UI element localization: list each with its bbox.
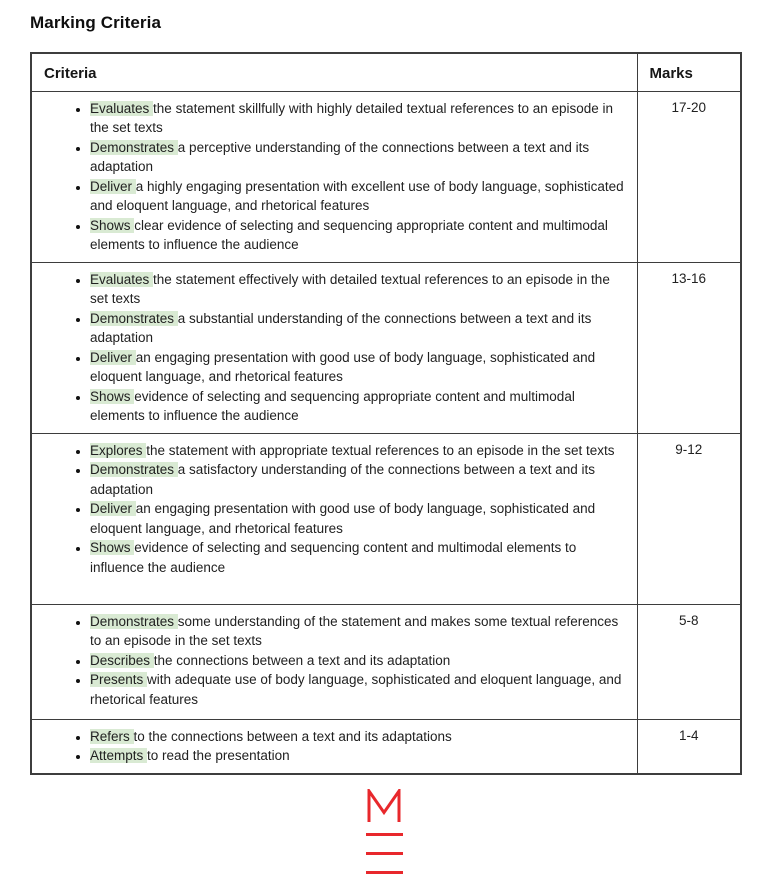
bullet-text: a satisfactory understanding of the connections between a text and its adaptation xyxy=(90,462,596,497)
bullet-text: the connections between a text and its adaptation xyxy=(153,652,451,668)
bullet-text: the statement with appropriate textual references to an episode in the set texts xyxy=(146,442,615,458)
highlighted-term: Refers xyxy=(90,728,134,744)
marks-cell: 9-12 xyxy=(637,433,741,604)
highlighted-term: Shows xyxy=(90,540,135,555)
brand-logo xyxy=(0,789,768,874)
criteria-bullet xyxy=(90,727,627,747)
criteria-cell xyxy=(31,91,637,262)
criteria-cell xyxy=(31,433,637,604)
marks-cell: 13-16 xyxy=(637,262,741,433)
bullet-text: to read the presentation xyxy=(147,748,290,763)
highlighted-term: Evaluates xyxy=(90,271,154,287)
table-row xyxy=(31,91,741,262)
criteria-bullet xyxy=(90,99,627,138)
bullet-text: evidence of selecting and sequencing content and multimodal elements to influence the audience xyxy=(90,540,577,575)
bullet-text: to the connections between a text and its adaptations xyxy=(133,728,452,744)
criteria-bullet xyxy=(90,387,627,426)
highlighted-term: Presents xyxy=(90,672,148,687)
highlighted-term: Evaluates xyxy=(90,100,154,116)
marks-column-header: Marks xyxy=(637,53,741,91)
bullet-text: with adequate use of body language, sophisticated and eloquent language, and rhetorical features xyxy=(90,672,622,707)
highlighted-term: Deliver xyxy=(90,178,136,194)
table-row xyxy=(31,433,741,604)
logo-line-icon xyxy=(366,833,403,836)
marks-cell: 17-20 xyxy=(637,91,741,262)
table-row xyxy=(31,262,741,433)
criteria-bullet-list xyxy=(32,441,627,578)
bullet-text: some understanding of the statement and makes some textual references to an episode in the set texts xyxy=(90,613,619,648)
criteria-bullet xyxy=(90,177,627,216)
criteria-bullet xyxy=(90,348,627,387)
highlighted-term: Shows xyxy=(90,388,135,404)
criteria-cell xyxy=(31,262,637,433)
criteria-bullet xyxy=(90,612,627,651)
highlighted-term: Deliver xyxy=(90,349,136,365)
highlighted-term: Attempts xyxy=(90,748,148,763)
table-row xyxy=(31,604,741,719)
logo-m-icon xyxy=(366,789,402,823)
highlighted-term: Deliver xyxy=(90,501,136,516)
criteria-bullet xyxy=(90,670,627,709)
highlighted-term: Explores xyxy=(90,442,147,458)
marks-cell: 1-4 xyxy=(637,719,741,774)
highlighted-term: Demonstrates xyxy=(90,613,178,629)
criteria-bullet xyxy=(90,441,627,461)
highlighted-term: Demonstrates xyxy=(90,139,178,155)
criteria-bullet xyxy=(90,538,627,577)
criteria-bullet-list xyxy=(32,99,627,255)
highlighted-term: Demonstrates xyxy=(90,462,178,477)
marks-cell: 5-8 xyxy=(637,604,741,719)
logo-line-icon xyxy=(366,852,403,855)
criteria-cell xyxy=(31,719,637,774)
bullet-text: evidence of selecting and sequencing appropriate content and multimodal elements to influence the audience xyxy=(90,388,575,423)
criteria-bullet-list xyxy=(32,270,627,426)
table-row xyxy=(31,719,741,774)
page-title: Marking Criteria xyxy=(30,13,162,32)
highlighted-term: Describes xyxy=(90,652,154,668)
highlighted-term: Demonstrates xyxy=(90,310,178,326)
bullet-text: the statement effectively with detailed textual references to an episode in the set texts xyxy=(90,271,610,306)
criteria-bullet xyxy=(90,460,627,499)
table-header-row xyxy=(31,53,741,91)
bullet-text: clear evidence of selecting and sequencing appropriate content and multimodal elements to influence the audience xyxy=(90,217,608,252)
logo-line-icon xyxy=(366,871,403,874)
criteria-bullet xyxy=(90,138,627,177)
marking-criteria-table xyxy=(30,52,742,775)
logo-m-path xyxy=(369,791,399,822)
criteria-bullet xyxy=(90,216,627,255)
criteria-bullet-list xyxy=(32,612,627,710)
criteria-bullet xyxy=(90,651,627,671)
criteria-bullet xyxy=(90,270,627,309)
bullet-text: an engaging presentation with good use of body language, sophisticated and eloquent language, and rhetorical features xyxy=(90,349,596,384)
bullet-text: a highly engaging presentation with excellent use of body language, sophisticated and eloquent language, and rhetorical features xyxy=(90,178,624,213)
bullet-text: an engaging presentation with good use of body language, sophisticated and eloquent language, and rhetorical features xyxy=(90,501,596,536)
criteria-bullet-list xyxy=(32,727,627,766)
bullet-text: the statement skillfully with highly detailed textual references to an episode in the set texts xyxy=(90,100,614,135)
bullet-text: a substantial understanding of the connections between a text and its adaptation xyxy=(90,310,592,345)
criteria-bullet xyxy=(90,746,627,766)
criteria-bullet xyxy=(90,309,627,348)
criteria-bullet xyxy=(90,499,627,538)
criteria-cell xyxy=(31,604,637,719)
highlighted-term: Shows xyxy=(90,217,135,233)
criteria-column-header: Criteria xyxy=(31,53,637,91)
bullet-text: a perceptive understanding of the connections between a text and its adaptation xyxy=(90,139,590,174)
